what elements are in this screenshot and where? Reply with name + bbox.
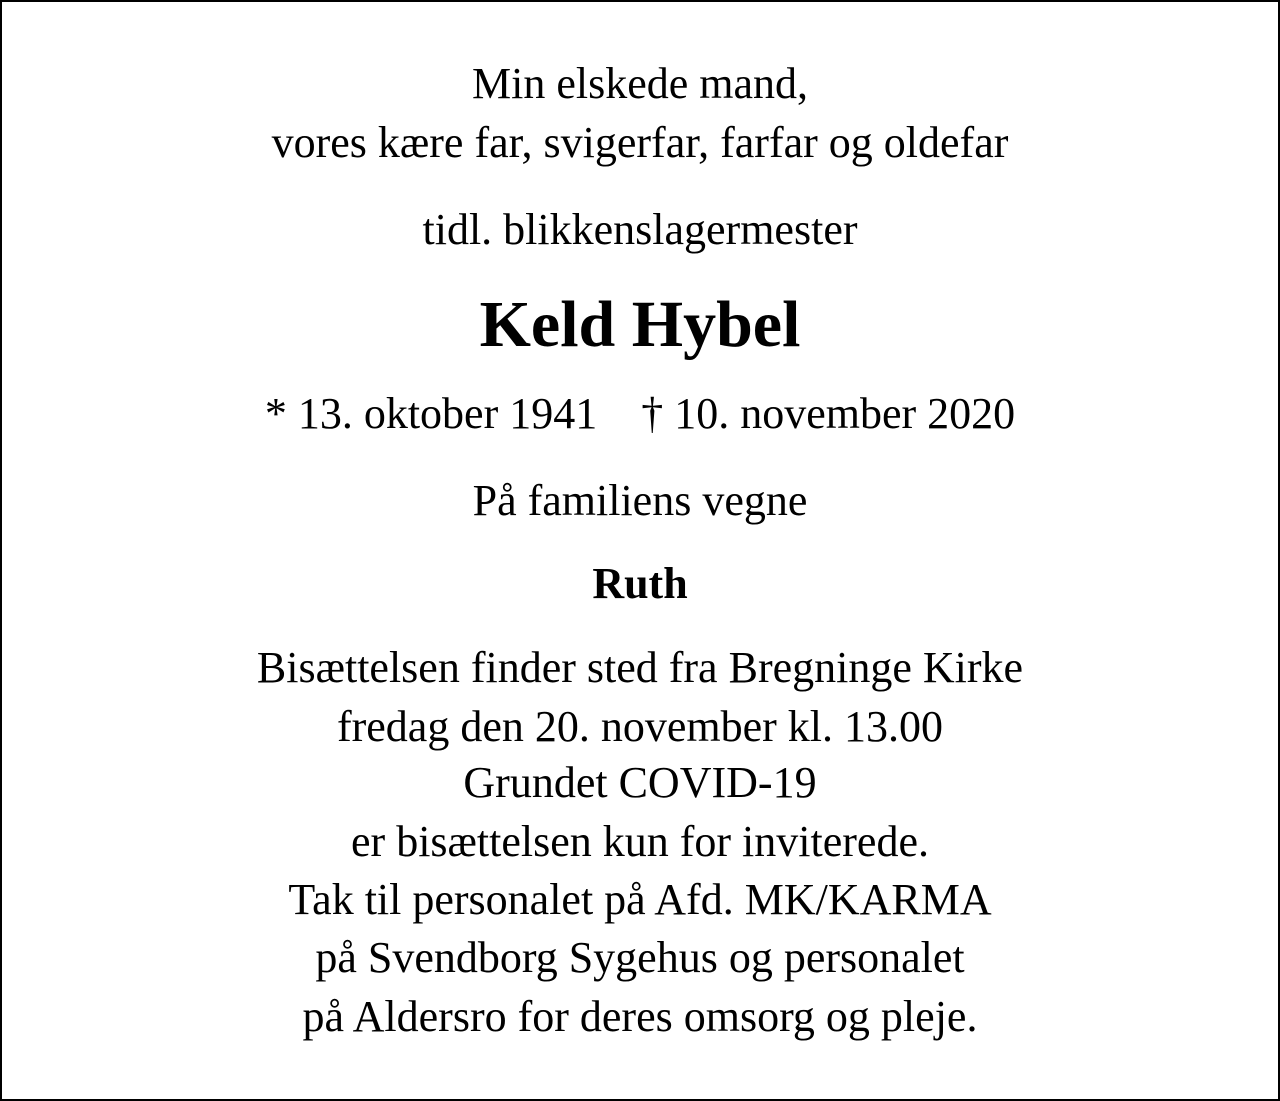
signer-name: Ruth (592, 559, 688, 608)
service-line-4: er bisættelsen kun for inviterede. (351, 817, 929, 866)
on-behalf-text: På familiens vegne (472, 476, 808, 525)
service-line-2: fredag den 20. november kl. 13.00 (336, 702, 944, 751)
deceased-name: Keld Hybel (479, 288, 801, 361)
service-line-7: på Aldersro for deres omsorg og pleje. (302, 992, 978, 1041)
service-line-3: Grundet COVID-19 (463, 758, 817, 807)
death-date: † 10. november 2020 (641, 389, 1016, 438)
occupation-title: tidl. blikkenslagermester (422, 205, 858, 254)
service-line-1: Bisættelsen finder sted fra Bregninge Kirke (256, 643, 1024, 692)
intro-line-2: vores kære far, svigerfar, farfar og oldefar (271, 118, 1009, 167)
intro-line-1: Min elskede mand, (471, 59, 809, 108)
service-line-6: på Svendborg Sygehus og personalet (315, 933, 965, 982)
life-dates (2, 388, 1278, 440)
birth-date: * 13. oktober 1941 (264, 389, 598, 438)
service-line-5: Tak til personalet på Afd. MK/KARMA (288, 875, 992, 924)
